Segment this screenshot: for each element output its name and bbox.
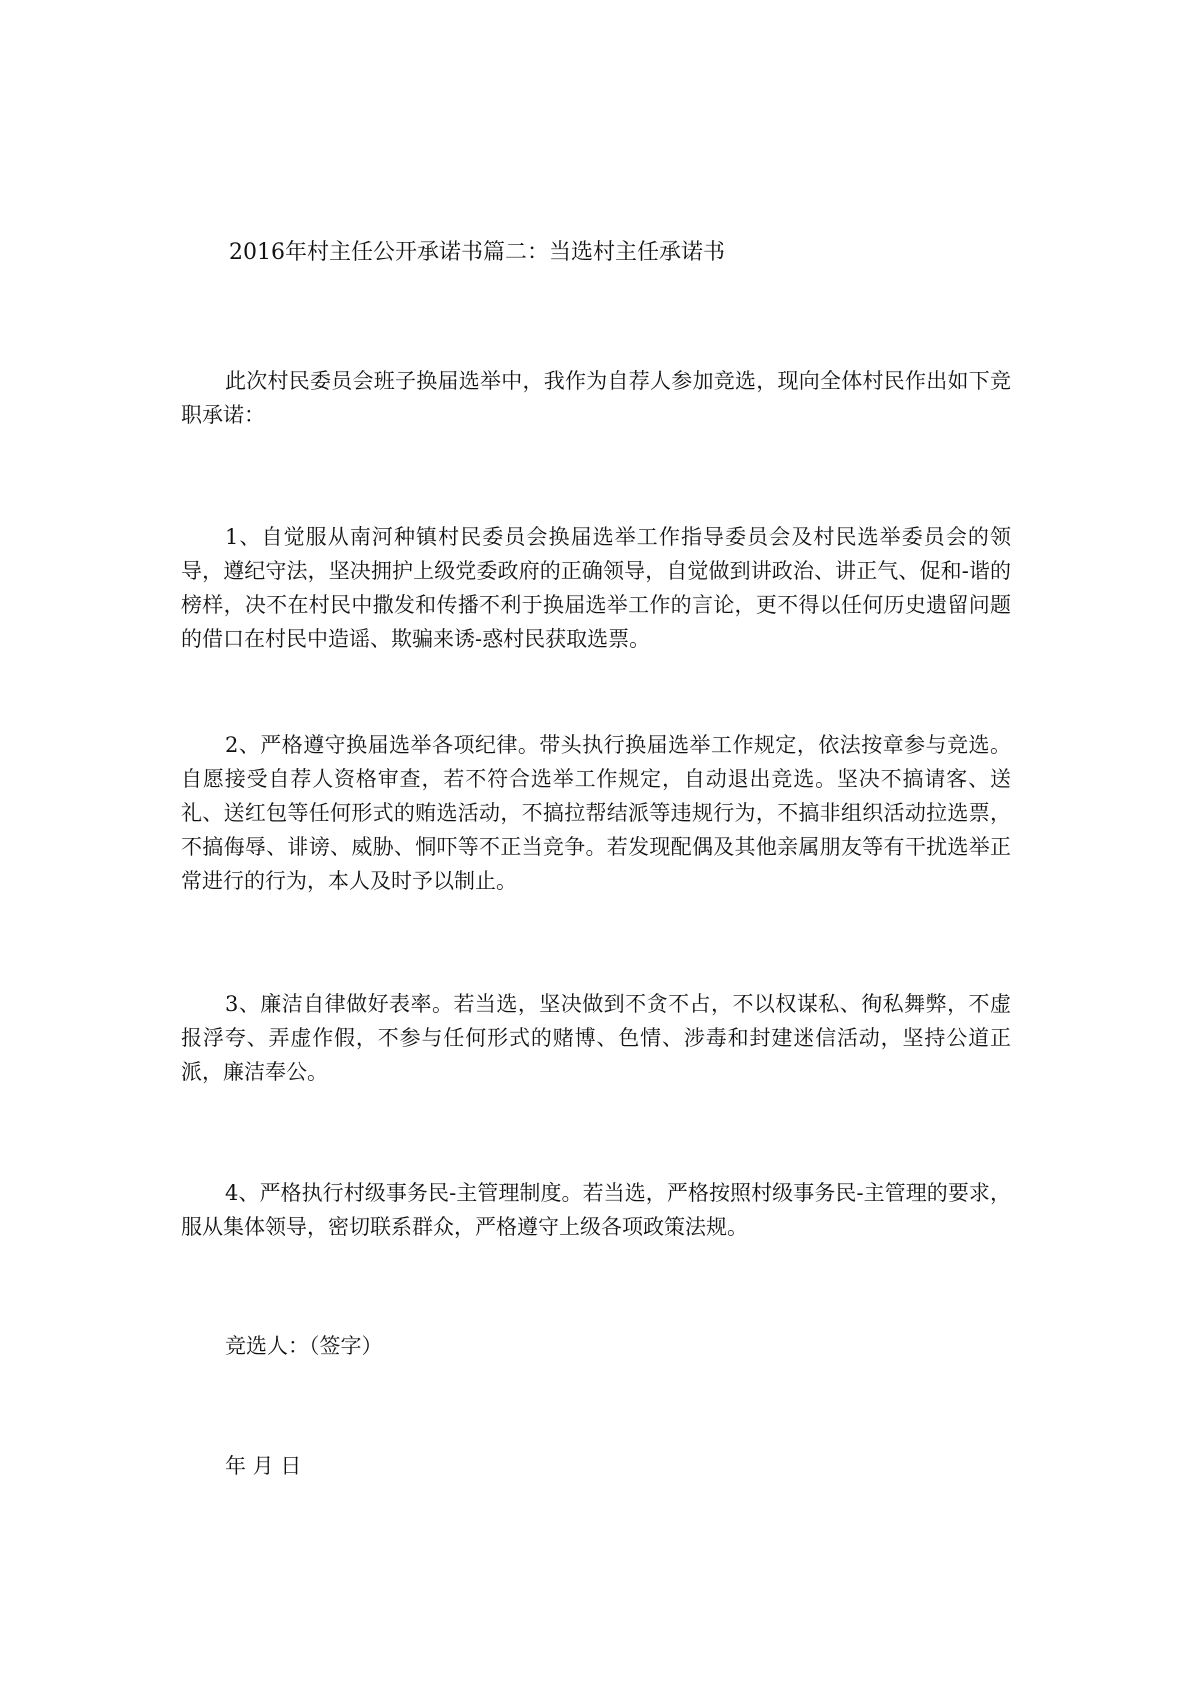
commitment-item-2: 2、严格遵守换届选举各项纪律。带头执行换届选举工作规定，依法按章参与竞选。自愿接受自荐人资格审查，若不符合选举工作规定，自动退出竞选。坚决不搞请客、送礼、送红包等任何形式的贿选活动，不搞拉帮结派等违规行为，不搞非组织活动拉选票，不搞侮辱、诽谤、威胁、恫吓等不正当竞争。若发现配偶及其他亲属朋友等有干扰选举正常进行的行为，本人及时予以制止。 [181,733,1011,893]
commitment-item-1: 1、自觉服从南河种镇村民委员会换届选举工作指导委员会及村民选举委员会的领导，遵纪守法，坚决拥护上级党委政府的正确领导，自觉做到讲政治、讲正气、促和-谐的榜样，决不在村民中撒发和传播不利于换届选举工作的言论，更不得以任何历史遗留问题的借口在村民中造谣、欺骗来诱-惑村民获取选票。 [181,525,1011,651]
date-label: 年 月 日 [225,1454,302,1478]
document-title: 2016年村主任公开承诺书篇二：当选村主任承诺书 [229,240,725,265]
commitment-item-3: 3、廉洁自律做好表率。若当选，坚决做到不贪不占，不以权谋私、徇私舞弊，不虚报浮夸、弄虚作假，不参与任何形式的赌博、色情、涉毒和封建迷信活动，坚持公道正派，廉洁奉公。 [181,992,1011,1084]
signer-label: 竞选人：（签字） [225,1334,383,1358]
commitment-item-4: 4、严格执行村级事务民-主管理制度。若当选，严格按照村级事务民-主管理的要求，服从集体领导，密切联系群众，严格遵守上级各项政策法规。 [181,1181,1011,1239]
intro-paragraph: 此次村民委员会班子换届选举中，我作为自荐人参加竞选，现向全体村民作出如下竞职承诺： [181,369,1011,427]
